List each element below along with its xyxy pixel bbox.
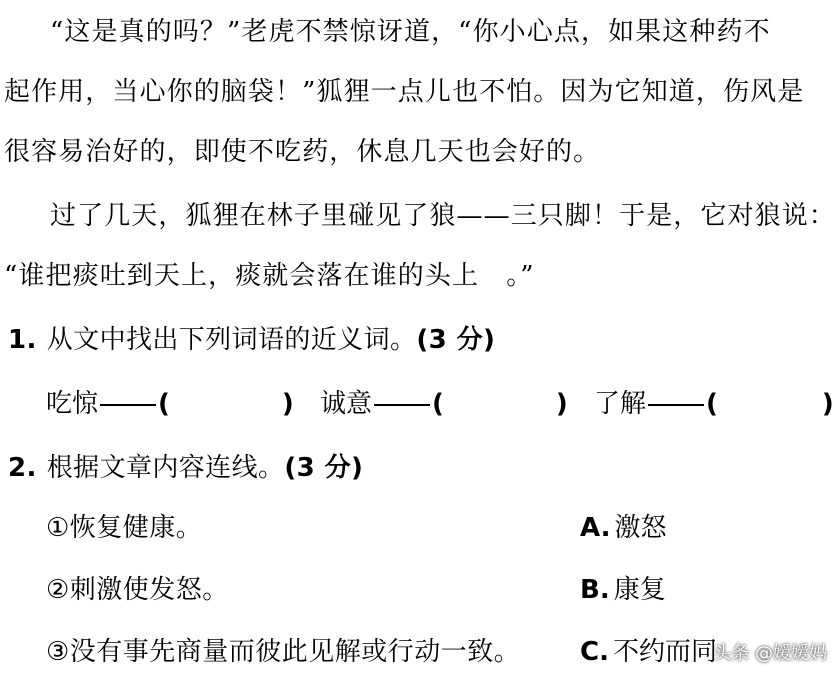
story-line-1: “这是真的吗？”老虎不禁惊讶道，“你小心点，如果这种药不 [50, 17, 771, 47]
question-2-text: 根据文章内容连线。 [46, 453, 285, 483]
match-letter: C. [580, 637, 609, 667]
question-1-heading [8, 324, 495, 356]
question-2-score: (3 分) [284, 453, 364, 483]
story-line-2: 起作用，当心你的脑袋！”狐狸一点儿也不怕。因为它知道，伤风是 [4, 77, 805, 107]
dash-line [648, 404, 704, 406]
answer-paren-close: ) [281, 389, 294, 419]
match-text: 康复 [613, 575, 666, 605]
match-left-item-2[interactable]: ②刺激使发怒。 [46, 575, 229, 605]
match-letter: B. [580, 575, 610, 605]
answer-paren-close: ) [821, 389, 834, 419]
match-left-item-3[interactable]: ③没有事先商量而彼此见解或行动一致。 [46, 637, 521, 667]
watermark: 头条 @嫒嫒妈 [713, 643, 827, 664]
match-right-item-b[interactable] [580, 574, 666, 606]
question-2-heading [8, 452, 363, 484]
answer-paren-open: ( [706, 389, 718, 419]
question-1-text: 从文中找出下列词语的近义词。 [46, 325, 417, 355]
story-line-5: “谁把痰吐到天上，痰就会落在谁的头上 。” [4, 261, 535, 291]
synonym-item-2 [320, 388, 568, 420]
match-right-item-a[interactable] [580, 512, 667, 544]
synonym-word: 诚意 [320, 389, 373, 419]
question-1-number: 1. [8, 325, 37, 355]
synonym-item-1 [46, 388, 294, 420]
answer-paren-close: ) [555, 389, 568, 419]
dash-line [100, 404, 156, 406]
answer-paren-open: ( [432, 389, 444, 419]
match-left-item-1[interactable]: ①恢复健康。 [46, 513, 203, 543]
synonym-word: 吃惊 [46, 389, 99, 419]
match-right-item-c[interactable] [580, 636, 717, 668]
question-1-score: (3 分) [416, 325, 496, 355]
question-2-number: 2. [8, 453, 37, 483]
answer-paren-open: ( [158, 389, 170, 419]
story-line-4: 过了几天，狐狸在林子里碰见了狼——三只脚！于是，它对狼说： [50, 201, 836, 231]
match-text: 不约而同 [612, 637, 717, 667]
match-letter: A. [580, 513, 611, 543]
synonym-word: 了解 [594, 389, 647, 419]
story-line-3: 很容易治好的，即使不吃药，休息几天也会好的。 [4, 137, 601, 167]
synonym-item-3 [594, 388, 834, 420]
dash-line [374, 404, 430, 406]
match-text: 激怒 [614, 513, 667, 543]
